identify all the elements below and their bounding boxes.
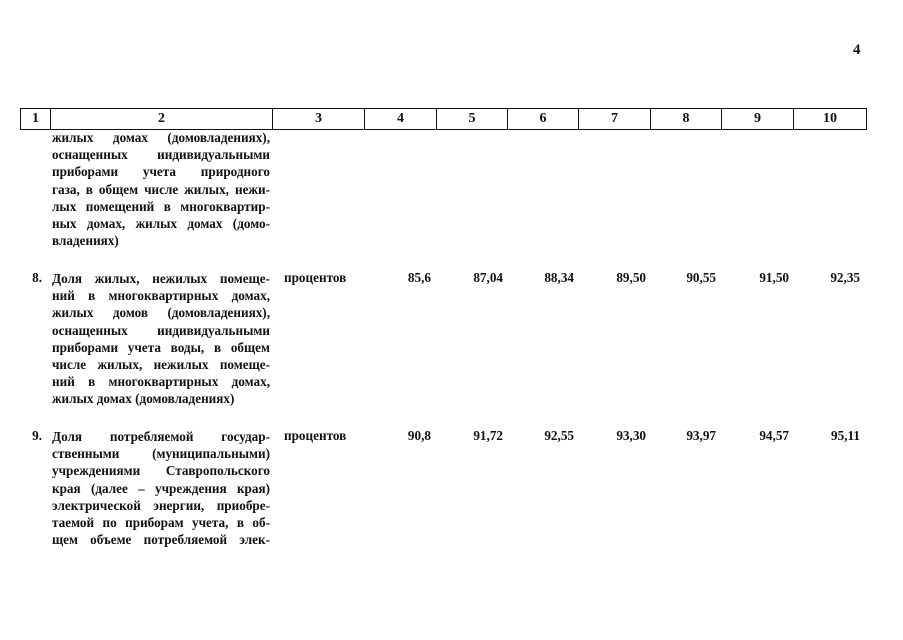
- row-value: 90,55: [686, 270, 716, 285]
- row-unit: процентов: [284, 428, 347, 443]
- row-value: 92,35: [830, 270, 860, 285]
- description-line: Доля жилых, нежилых помеще-: [52, 271, 270, 286]
- description-line: таемой по приборам учета, в об-: [52, 515, 270, 531]
- row-value: 90,8: [407, 428, 431, 443]
- description-line: владениях): [52, 233, 119, 249]
- column-header: 9: [722, 109, 794, 129]
- column-header: 8: [651, 109, 722, 129]
- row-value: 89,50: [616, 270, 646, 285]
- column-header: 10: [823, 111, 837, 126]
- description-line: лых помещений в многоквартир-: [52, 198, 270, 214]
- table-header-row: [20, 108, 867, 130]
- description-line: ний в многоквартирных домах,: [52, 374, 270, 390]
- description-line: жилых домах (домовладениях),: [52, 130, 270, 145]
- row-value: 93,30: [616, 428, 646, 443]
- description-line: приборами учета природного: [52, 164, 270, 180]
- description-line: числе жилых, нежилых помеще-: [52, 357, 270, 373]
- row-value: 95,11: [831, 428, 860, 443]
- description-line: жилых домах (домовладениях): [52, 391, 235, 407]
- column-header: 2: [51, 109, 273, 129]
- description-line: края (далее – учреждения края): [52, 480, 270, 496]
- description-line: учреждениями Ставропольского: [52, 463, 270, 479]
- row-description: [52, 428, 270, 548]
- row-description: [52, 270, 270, 408]
- column-header: 5: [437, 109, 508, 129]
- column-header: 3: [273, 109, 365, 129]
- row-description: [52, 129, 270, 249]
- column-header: 1: [21, 109, 51, 129]
- row-value: 85,6: [407, 270, 431, 285]
- description-line: оснащенных индивидуальными: [52, 322, 270, 338]
- description-line: приборами учета воды, в общем: [52, 339, 270, 355]
- row-unit: процентов: [284, 270, 347, 285]
- row-value: 91,72: [473, 428, 503, 443]
- column-header: 7: [579, 109, 651, 129]
- page-number: 4: [853, 42, 861, 58]
- description-line: ний в многоквартирных домах,: [52, 288, 270, 304]
- column-header: 6: [508, 109, 579, 129]
- description-line: жилых домов (домовладениях),: [52, 305, 270, 321]
- description-line: Доля потребляемой государ-: [52, 429, 270, 444]
- row-value: 88,34: [544, 270, 574, 285]
- row-value: 91,50: [759, 270, 789, 285]
- row-value: 92,55: [544, 428, 574, 443]
- description-line: ных домах, жилых домах (домо-: [52, 216, 270, 232]
- description-line: электрической энергии, приобре-: [52, 497, 270, 513]
- row-value: 87,04: [473, 270, 503, 285]
- row-number: 8.: [32, 270, 42, 285]
- row-value: 94,57: [759, 428, 789, 443]
- description-line: оснащенных индивидуальными: [52, 147, 270, 163]
- row-number: 9.: [32, 428, 42, 443]
- description-line: щем объеме потребляемой элек-: [52, 532, 270, 548]
- description-line: газа, в общем числе жилых, нежи-: [52, 181, 270, 197]
- description-line: ственными (муниципальными): [52, 446, 270, 462]
- row-value: 93,97: [686, 428, 716, 443]
- column-header: 4: [365, 109, 437, 129]
